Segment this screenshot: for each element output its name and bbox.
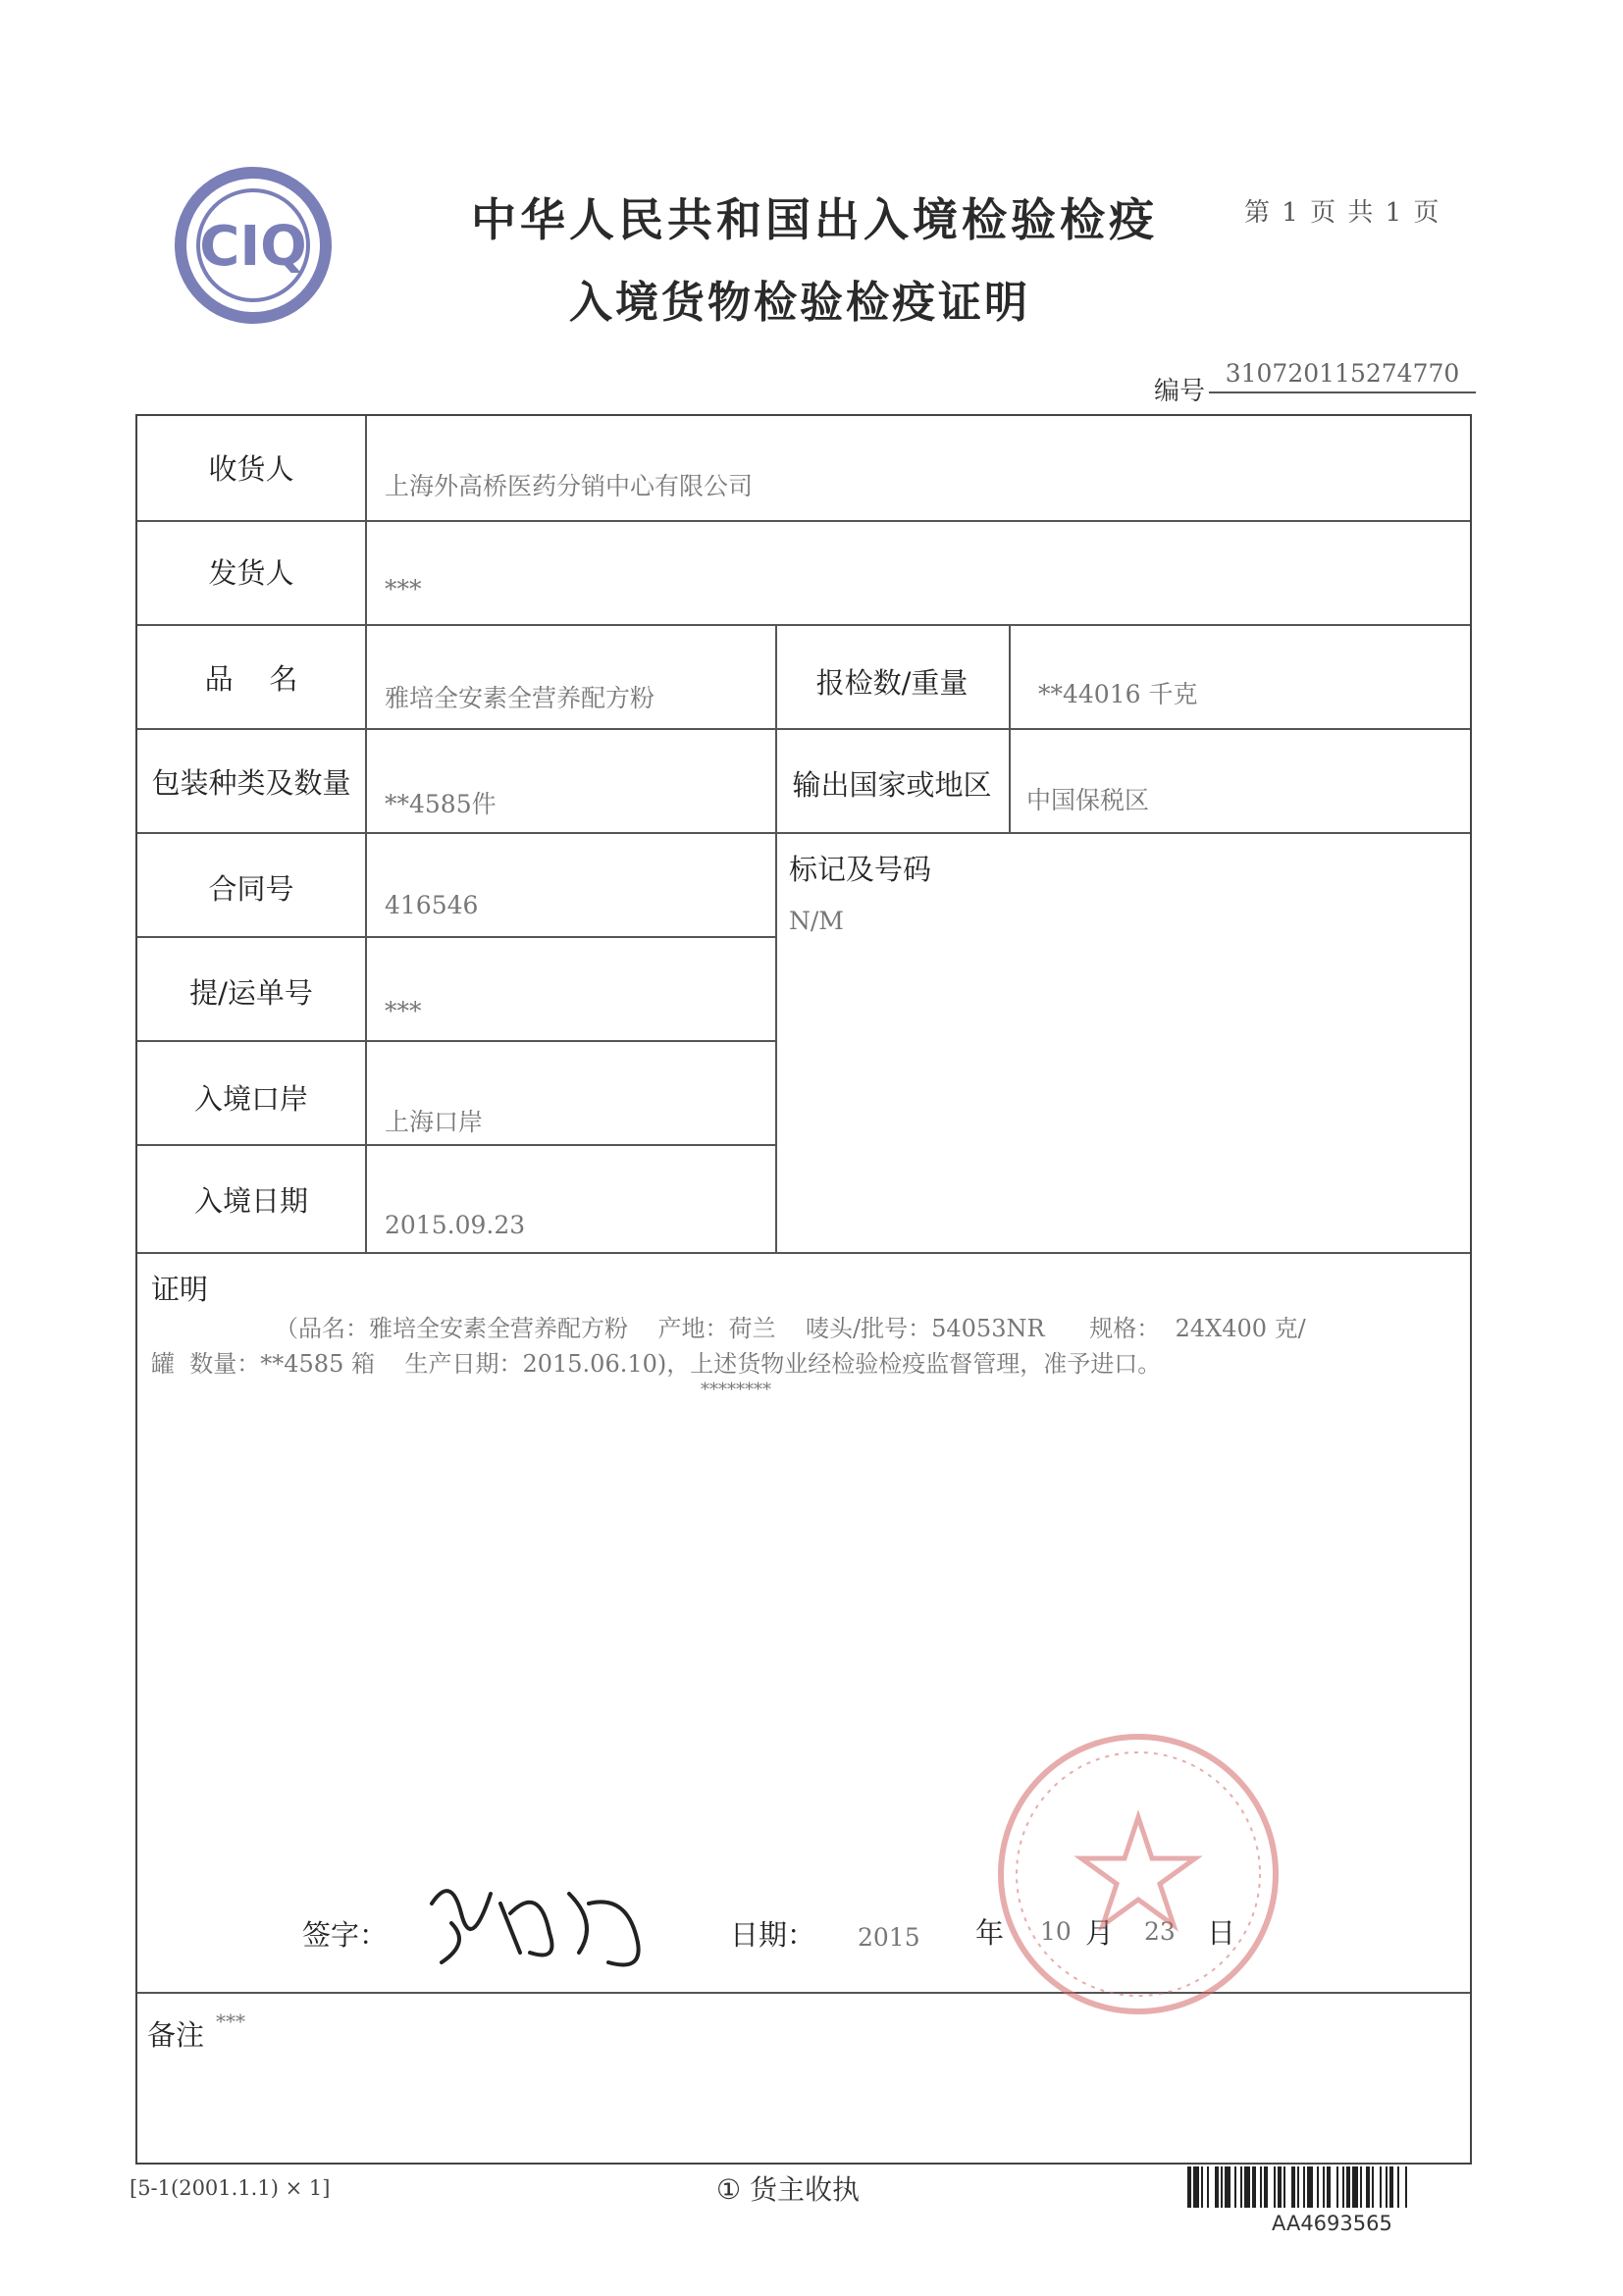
consignor-label: 发货人	[208, 556, 294, 590]
bl-value: ***	[385, 997, 422, 1025]
barcode-bar	[1405, 2166, 1407, 2208]
barcode-bar	[1215, 2166, 1219, 2208]
row-divider	[137, 1252, 1470, 1254]
barcode-bar	[1366, 2166, 1370, 2208]
sign-label: 签字：	[302, 1918, 389, 1952]
port-label: 入境口岸	[193, 1082, 308, 1116]
handwritten-signature	[412, 1864, 667, 1982]
month-char: 月	[1085, 1916, 1115, 1950]
barcode	[1187, 2166, 1482, 2208]
barcode-bar	[1260, 2166, 1262, 2208]
row-divider	[137, 936, 775, 938]
official-stamp	[991, 1727, 1285, 2021]
barcode-number: AA4693565	[1272, 2212, 1392, 2235]
marks-value: N/M	[789, 907, 844, 935]
year-char: 年	[975, 1916, 1005, 1950]
package-label: 包装种类及数量	[151, 766, 351, 800]
ciq-logo	[175, 167, 332, 324]
certificate-line-2: 罐 数量：**4585 箱 生产日期：2015.06.10)，上述货物业经检验检疫监督管理，准予进口。	[151, 1350, 1162, 1378]
barcode-bar	[1352, 2166, 1358, 2208]
barcode-bar	[1274, 2166, 1276, 2208]
barcode-bar	[1317, 2166, 1319, 2208]
barcode-bar	[1291, 2166, 1295, 2208]
contract-label: 合同号	[208, 872, 294, 906]
barcode-bar	[1207, 2166, 1209, 2208]
barcode-bar	[1307, 2166, 1313, 2208]
date-label: 日期：	[730, 1918, 816, 1952]
barcode-bar	[1336, 2166, 1338, 2208]
origin-label: 输出国家或地区	[792, 768, 992, 802]
barcode-bar	[1323, 2166, 1325, 2208]
form-code: [5-1(2001.1.1) × 1]	[130, 2176, 331, 2200]
contract-value: 416546	[385, 891, 479, 919]
entry-date-value: 2015.09.23	[385, 1211, 526, 1239]
barcode-bar	[1283, 2166, 1285, 2208]
quantity-weight-label: 报检数/重量	[815, 666, 969, 700]
barcode-bar	[1193, 2166, 1199, 2208]
cert-number-label: 编号	[1154, 377, 1206, 406]
date-year: 2015	[858, 1923, 920, 1952]
barcode-bar	[1372, 2166, 1374, 2208]
barcode-bar	[1327, 2166, 1331, 2208]
row-divider	[137, 520, 1470, 522]
col-divider	[1009, 624, 1011, 832]
origin-value: 中国保税区	[1026, 786, 1150, 814]
row-divider	[137, 624, 1470, 626]
barcode-bar	[1346, 2166, 1350, 2208]
row-divider	[137, 832, 1470, 834]
port-value: 上海口岸	[385, 1108, 484, 1136]
col-divider	[775, 624, 777, 1252]
consignee-label: 收货人	[208, 452, 294, 486]
remarks-label: 备注	[147, 2018, 205, 2052]
barcode-bar	[1221, 2166, 1223, 2208]
product-value: 雅培全安素全营养配方粉	[385, 684, 655, 712]
consignee-value: 上海外高桥医药分销中心有限公司	[385, 472, 754, 500]
day-char: 日	[1207, 1916, 1236, 1950]
barcode-bar	[1252, 2166, 1256, 2208]
bl-label: 提/运单号	[189, 976, 313, 1010]
barcode-bar	[1240, 2166, 1242, 2208]
document-subtitle: 入境货物检验检疫证明	[569, 278, 1030, 328]
row-divider	[137, 1040, 775, 1042]
barcode-bar	[1380, 2166, 1382, 2208]
row-divider	[137, 1144, 775, 1146]
barcode-bar	[1389, 2166, 1393, 2208]
barcode-bar	[1386, 2166, 1387, 2208]
barcode-bar	[1278, 2166, 1282, 2208]
barcode-bar	[1342, 2166, 1344, 2208]
barcode-bar	[1264, 2166, 1268, 2208]
certificate-line-1: （品名：雅培全安素全营养配方粉 产地：荷兰 唛头/批号：54053NR 规格： 24X400 克/	[275, 1315, 1306, 1342]
quantity-weight-value: **44016 千克	[1038, 680, 1198, 708]
page-info: 第 1 页 共 1 页	[1244, 198, 1441, 228]
barcode-bar	[1360, 2166, 1362, 2208]
barcode-bar	[1234, 2166, 1236, 2208]
remarks-value: ***	[216, 2009, 245, 2033]
row-divider	[137, 728, 1470, 730]
barcode-bar	[1225, 2166, 1230, 2208]
entry-date-label: 入境日期	[193, 1184, 308, 1218]
consignor-value: ***	[385, 575, 422, 603]
package-value: **4585件	[385, 790, 497, 818]
date-month: 10	[1040, 1917, 1072, 1946]
copy-note: ① 货主收执	[716, 2173, 861, 2206]
certificate-label: 证明	[151, 1273, 209, 1306]
date-day: 23	[1144, 1917, 1176, 1946]
barcode-bar	[1397, 2166, 1399, 2208]
star-icon	[1081, 1817, 1195, 1925]
marks-label: 标记及号码	[789, 853, 932, 886]
barcode-bar	[1187, 2166, 1191, 2208]
certificate-end-mark: ********	[701, 1380, 771, 1400]
barcode-bar	[1297, 2166, 1299, 2208]
barcode-bar	[1244, 2166, 1250, 2208]
document-title: 中华人民共和国出入境检验检疫	[471, 193, 1158, 246]
product-label: 品 名	[204, 662, 298, 696]
barcode-bar	[1201, 2166, 1203, 2208]
barcode-bar	[1303, 2166, 1305, 2208]
logo-text: CIQ	[199, 215, 307, 279]
cert-number: 310720115274770	[1209, 359, 1476, 393]
col-divider	[365, 416, 367, 1252]
